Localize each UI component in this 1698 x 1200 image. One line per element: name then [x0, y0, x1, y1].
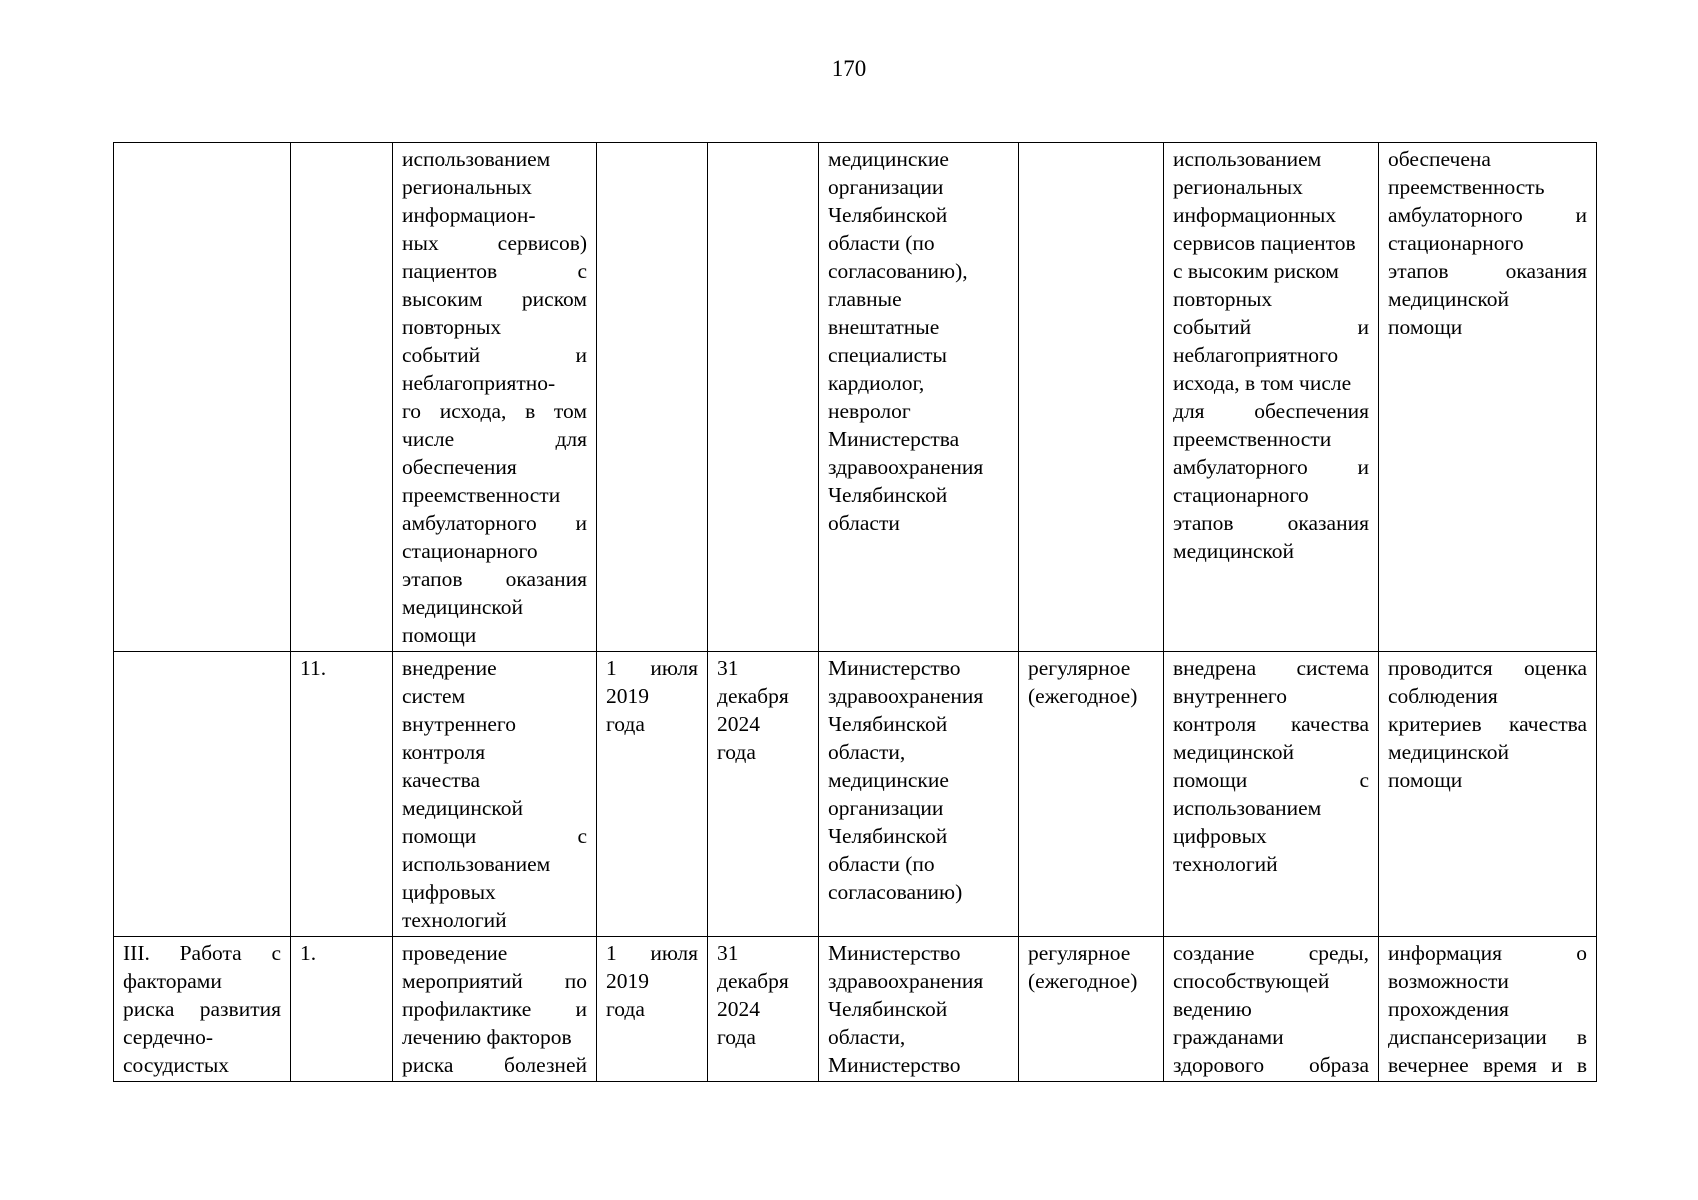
cell-line [123, 939, 281, 967]
cell-line: сосудистых [123, 1053, 230, 1077]
cell-line [1173, 1051, 1369, 1079]
cell-word: система [1296, 656, 1369, 680]
cell-line: специалисты [828, 343, 947, 367]
cell-line: 1. [300, 941, 317, 965]
cell-line: способствующей [1173, 969, 1330, 993]
cell-line: информационных [1173, 203, 1337, 227]
cell-line: преемственность [1388, 175, 1545, 199]
cell-line: года [717, 1025, 756, 1049]
cell-word: с [271, 941, 281, 965]
cell-line: декабря [717, 684, 789, 708]
plan-table [113, 142, 1597, 1082]
cell-word: высоким [402, 287, 483, 311]
cell-line: информацион- [402, 203, 536, 227]
cell-word: пациентов [402, 259, 498, 283]
table-row [114, 937, 1597, 1082]
cell-word: создание [1173, 941, 1255, 965]
cell-line: возможности [1388, 969, 1509, 993]
cell-line [1173, 313, 1369, 341]
cell-line: медицинской [402, 796, 523, 820]
cell-word: критериев [1388, 712, 1482, 736]
cell-line: с высоким риском [1173, 259, 1339, 283]
start-date-cell [597, 143, 708, 652]
cell-line: Челябинской [828, 824, 948, 848]
cell-line [402, 565, 587, 593]
cell-word: риском [521, 287, 587, 311]
cell-line: здравоохранения [828, 455, 984, 479]
cell-word: сервисов) [497, 231, 587, 255]
cell-line: медицинской [1388, 740, 1509, 764]
cell-line: внутреннего [1173, 684, 1287, 708]
cell-line: Челябинской [828, 483, 948, 507]
cell-line: сервисов пациентов [1173, 231, 1356, 255]
cell-word: в [1576, 1053, 1587, 1077]
cell-word: амбулаторного [1388, 203, 1523, 227]
cell-line: организации [828, 796, 944, 820]
cell-line: качества [402, 768, 481, 792]
cell-line: 31 [717, 941, 739, 965]
cell-line: стационарного [1173, 483, 1309, 507]
cell-line: внештатные [828, 315, 940, 339]
cell-word: том [553, 399, 587, 423]
cell-word: здорового [1173, 1053, 1265, 1077]
section-cell [114, 937, 291, 1082]
number-cell [291, 652, 393, 937]
cell-line: Челябинской [828, 997, 948, 1021]
cell-word: с [1359, 768, 1369, 792]
cell-line: медицинской [1173, 539, 1294, 563]
cell-line [402, 967, 587, 995]
cell-line: внедрение [402, 656, 497, 680]
indicator-cell [1379, 937, 1597, 1082]
cell-line: обеспечена [1388, 147, 1491, 171]
cell-word: го [402, 399, 422, 423]
cell-word: и [575, 343, 587, 367]
cell-word: этапов [1388, 259, 1449, 283]
cell-line: сердечно- [123, 1025, 213, 1049]
cell-line: помощи [1388, 315, 1463, 339]
cell-line [1173, 397, 1369, 425]
cell-word: III. [123, 941, 150, 965]
cell-word: время [1482, 1053, 1537, 1077]
cell-line: цифровых [1173, 824, 1267, 848]
cell-line [123, 995, 281, 1023]
cell-line: главные [828, 287, 902, 311]
cell-line: года [606, 712, 645, 736]
page-number: 170 [831, 56, 867, 81]
cell-line: преемственности [1173, 427, 1332, 451]
cell-word: ных [402, 231, 439, 255]
cell-word: этапов [1173, 511, 1234, 535]
cell-line [1388, 201, 1587, 229]
cell-line: прохождения [1388, 997, 1509, 1021]
cell-word: качества [1508, 712, 1587, 736]
cell-line: (ежегодное) [1028, 969, 1138, 993]
cell-line [402, 257, 587, 285]
cell-line: Министерство [828, 656, 961, 680]
cell-line [402, 397, 587, 425]
cell-word: помощи [402, 824, 477, 848]
cell-word: вечернее [1388, 1053, 1469, 1077]
responsible-cell [819, 143, 1019, 652]
end-date-cell [708, 652, 819, 937]
start-date-cell [597, 652, 708, 937]
cell-line [402, 1051, 587, 1079]
cell-line: исхода, в том числе [1173, 371, 1352, 395]
cell-line: области [828, 511, 900, 535]
cell-line: неблагоприятно- [402, 371, 556, 395]
cell-line [402, 822, 587, 850]
cell-line [1388, 654, 1587, 682]
cell-line: повторных [402, 315, 502, 339]
cell-word: качества [1290, 712, 1369, 736]
cell-line: области (по [828, 231, 935, 255]
cell-line: проведение [402, 941, 508, 965]
cell-line: помощи [1388, 768, 1463, 792]
cell-word: среды, [1308, 941, 1369, 965]
cell-word: и [575, 997, 587, 1021]
cell-line [402, 425, 587, 453]
cell-word: и [1551, 1053, 1563, 1077]
cell-line [1388, 1023, 1587, 1051]
cell-line: Министерство [828, 941, 961, 965]
cell-line: Челябинской [828, 203, 948, 227]
cell-word: помощи [1173, 768, 1248, 792]
cell-line: декабря [717, 969, 789, 993]
section-cell [114, 143, 291, 652]
cell-line [1173, 654, 1369, 682]
cell-line: Челябинской [828, 712, 948, 736]
cell-word: риска [402, 1053, 454, 1077]
cell-word: оценка [1524, 656, 1587, 680]
cell-line: согласованию), [828, 259, 968, 283]
number-cell [291, 143, 393, 652]
cell-word: о [1576, 941, 1587, 965]
cell-word: и [575, 511, 587, 535]
cell-word: и [1575, 203, 1587, 227]
cell-line: соблюдения [1388, 684, 1498, 708]
cell-word: июля [650, 656, 698, 680]
cell-word: амбулаторного [1173, 455, 1308, 479]
cell-line: регулярное [1028, 941, 1131, 965]
cell-word: 1 [606, 656, 617, 680]
cell-line: кардиолог, [828, 371, 925, 395]
cell-word: Работа [179, 941, 242, 965]
cell-word: обеспечения [1254, 399, 1369, 423]
cell-line: обеспечения [402, 455, 517, 479]
cell-word: информация [1388, 941, 1503, 965]
cell-word: в [1576, 1025, 1587, 1049]
cell-word: контроля [1173, 712, 1257, 736]
cell-word: амбулаторного [402, 511, 537, 535]
cell-line [1173, 509, 1369, 537]
cell-line [1388, 939, 1587, 967]
cell-line: факторами [123, 969, 222, 993]
cell-line: 2019 [606, 969, 649, 993]
cell-line [606, 939, 698, 967]
cell-line: стационарного [1388, 231, 1524, 255]
event-cell [393, 652, 597, 937]
event-cell [393, 937, 597, 1082]
cell-word: событий [402, 343, 481, 367]
cell-line [1173, 453, 1369, 481]
cell-line: 2024 [717, 712, 760, 736]
cell-line [1388, 257, 1587, 285]
cell-line [606, 654, 698, 682]
cell-word: образа [1308, 1053, 1369, 1077]
cell-line [402, 285, 587, 313]
cell-line: области (по [828, 852, 935, 876]
cell-line: неблагоприятного [1173, 343, 1339, 367]
cell-line: стационарного [402, 539, 538, 563]
cell-word: мероприятий [402, 969, 523, 993]
cell-line: Министерство [828, 1053, 961, 1077]
table-row [114, 143, 1597, 652]
responsible-cell [819, 937, 1019, 1082]
cell-line: (ежегодное) [1028, 684, 1138, 708]
cell-word: профилактике [402, 997, 532, 1021]
result-cell [1164, 937, 1379, 1082]
cell-line: согласованию) [828, 880, 963, 904]
cell-line: медицинские [828, 768, 949, 792]
cell-line: гражданами [1173, 1025, 1284, 1049]
cell-line: региональных [402, 175, 532, 199]
cell-line [1173, 766, 1369, 794]
cell-word: оказания [1287, 511, 1369, 535]
cell-word: и [1357, 455, 1369, 479]
cell-line: медицинской [1388, 287, 1509, 311]
cell-line [1388, 710, 1587, 738]
cell-line: области, [828, 1025, 906, 1049]
cell-line: года [606, 997, 645, 1021]
section-cell [114, 652, 291, 937]
cell-word: в [525, 399, 536, 423]
indicator-cell [1379, 143, 1597, 652]
periodicity-cell [1019, 143, 1164, 652]
cell-line: внутреннего [402, 712, 516, 736]
cell-line: здравоохранения [828, 684, 984, 708]
cell-line [1173, 710, 1369, 738]
cell-word: оказания [505, 567, 587, 591]
cell-word: и [1357, 315, 1369, 339]
cell-line: систем [402, 684, 466, 708]
table-body [114, 143, 1597, 1082]
cell-line: лечению факторов [402, 1025, 572, 1049]
table-row [114, 652, 1597, 937]
cell-word: проводится [1388, 656, 1493, 680]
start-date-cell [597, 937, 708, 1082]
cell-line [1173, 939, 1369, 967]
cell-word: с [577, 824, 587, 848]
result-cell [1164, 143, 1379, 652]
responsible-cell [819, 652, 1019, 937]
cell-word: числе [402, 427, 455, 451]
cell-word: для [1173, 399, 1205, 423]
cell-line: контроля [402, 740, 486, 764]
cell-line: использованием [402, 147, 551, 171]
end-date-cell [708, 937, 819, 1082]
cell-line: невролог [828, 399, 911, 423]
cell-word: 1 [606, 941, 617, 965]
cell-line: регулярное [1028, 656, 1131, 680]
cell-word: с [577, 259, 587, 283]
number-cell [291, 937, 393, 1082]
cell-line: повторных [1173, 287, 1273, 311]
cell-word: по [564, 969, 587, 993]
cell-line: Министерства [828, 427, 960, 451]
cell-line [402, 995, 587, 1023]
cell-word: этапов [402, 567, 463, 591]
periodicity-cell [1019, 937, 1164, 1082]
cell-line: преемственности [402, 483, 561, 507]
cell-word: оказания [1505, 259, 1587, 283]
end-date-cell [708, 143, 819, 652]
cell-line: области, [828, 740, 906, 764]
cell-word: для [555, 427, 587, 451]
cell-line: 2024 [717, 997, 760, 1021]
cell-line: ведению [1173, 997, 1252, 1021]
cell-line: использованием [402, 852, 551, 876]
cell-line: медицинские [828, 147, 949, 171]
cell-line: организации [828, 175, 944, 199]
cell-word: исхода, [439, 399, 507, 423]
cell-line: цифровых [402, 880, 496, 904]
cell-line: 31 [717, 656, 739, 680]
cell-line: помощи [402, 623, 477, 647]
cell-word: риска [123, 997, 175, 1021]
cell-line: технологий [1173, 852, 1278, 876]
periodicity-cell [1019, 652, 1164, 937]
cell-line [402, 229, 587, 257]
cell-line: технологий [402, 908, 507, 932]
cell-line: 11. [300, 656, 327, 680]
cell-word: развития [199, 997, 281, 1021]
cell-word: июля [650, 941, 698, 965]
cell-line: использованием [1173, 796, 1322, 820]
cell-line: 2019 [606, 684, 649, 708]
cell-line [402, 341, 587, 369]
cell-line: здравоохранения [828, 969, 984, 993]
result-cell [1164, 652, 1379, 937]
indicator-cell [1379, 652, 1597, 937]
cell-line [1388, 1051, 1587, 1079]
cell-word: диспансеризации [1388, 1025, 1547, 1049]
cell-word: внедрена [1173, 656, 1257, 680]
cell-line: года [717, 740, 756, 764]
cell-line: медицинской [1173, 740, 1294, 764]
cell-line: региональных [1173, 175, 1303, 199]
event-cell [393, 143, 597, 652]
cell-word: событий [1173, 315, 1252, 339]
cell-line: использованием [1173, 147, 1322, 171]
cell-line [402, 509, 587, 537]
cell-line: медицинской [402, 595, 523, 619]
cell-word: болезней [504, 1053, 587, 1077]
